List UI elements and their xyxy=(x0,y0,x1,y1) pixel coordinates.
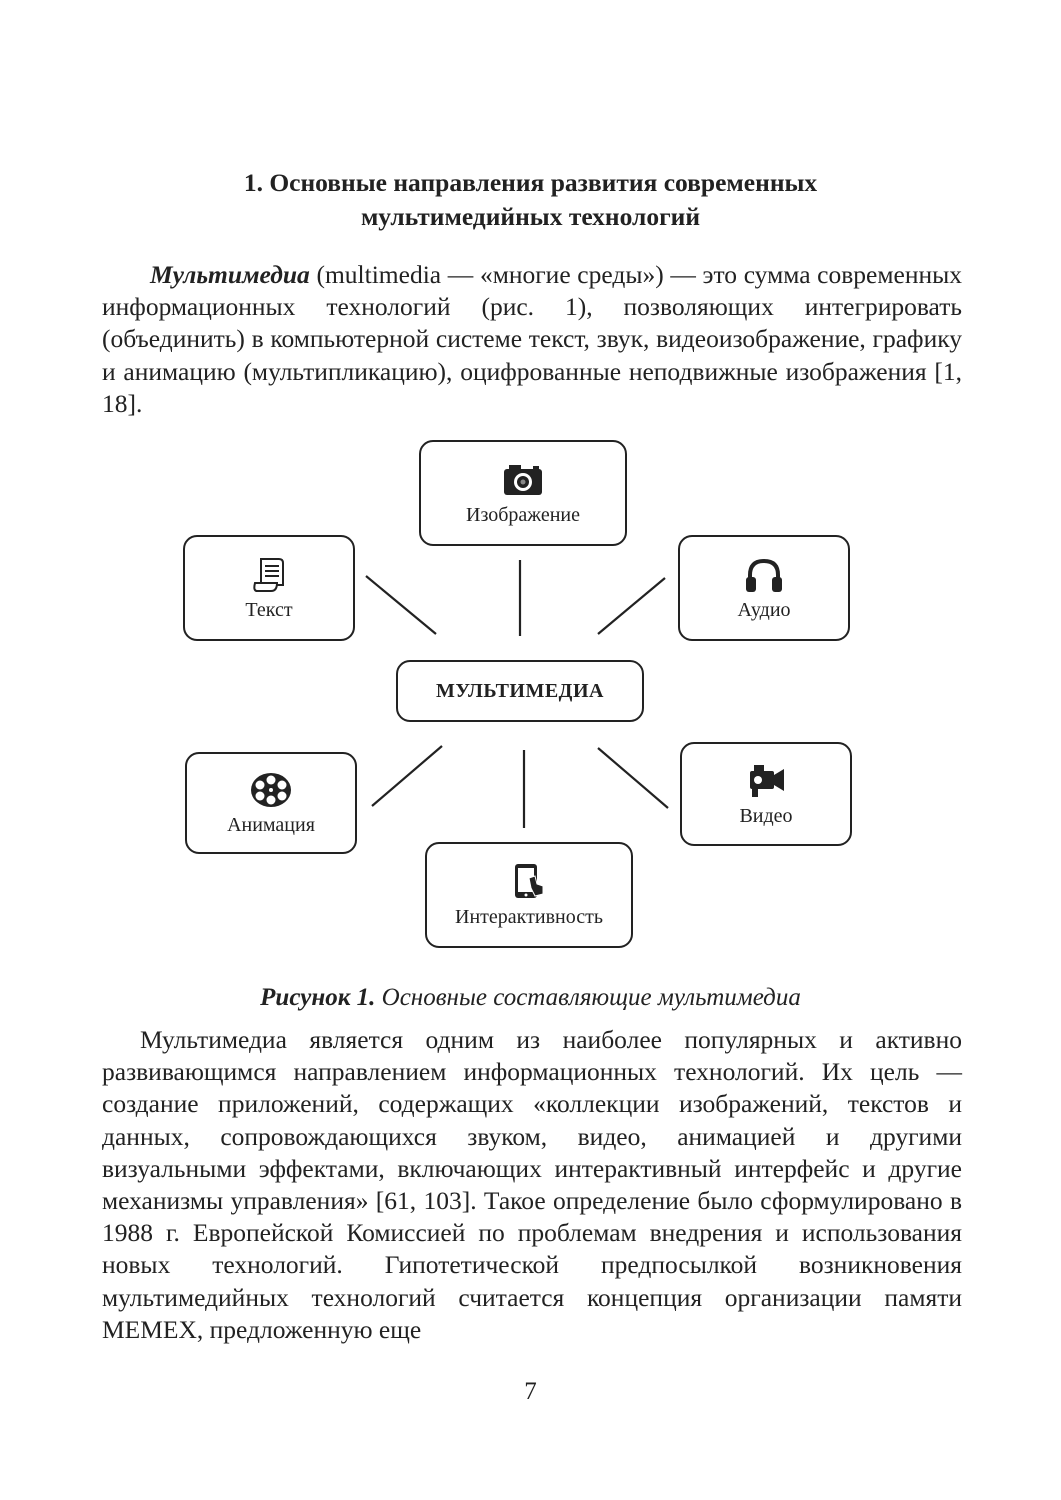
node-center-label: МУЛЬТИМЕДИА xyxy=(436,679,604,702)
node-video xyxy=(680,742,852,846)
page-number: 7 xyxy=(524,1378,537,1405)
intro-term: Мультимедиа xyxy=(150,260,310,289)
headphones-icon xyxy=(742,555,786,595)
node-text xyxy=(183,535,355,641)
section-title-line1: 1. Основные направления развития современных xyxy=(243,168,818,197)
film-reel-icon xyxy=(249,770,293,810)
connector-animation xyxy=(372,746,442,806)
node-animation-label: Анимация xyxy=(227,813,315,836)
figure-caption xyxy=(0,984,1061,1012)
intro-text: (multimedia — «многие среды») — это сумма современных информационных технологий (рис. 1), позволяющих интегрировать (объединить) в компьютерной системе текст, звук, видеоизображение, графику и анимацию (мультипликацию), оцифрованные неподвижные изображения [1, 18]. xyxy=(102,260,962,418)
node-image-label: Изображение xyxy=(466,503,580,526)
scroll-icon xyxy=(247,555,291,595)
node-video-label: Видео xyxy=(739,804,793,827)
figure-caption-label: Рисунок 1. xyxy=(260,984,376,1011)
section-title-line2: мультимедийных технологий xyxy=(360,202,701,231)
body-paragraph: Мультимедиа является одним из наиболее популярных и активно развивающимся направлением информационных технологий. Их цель — создание приложений, содержащих «коллекции изображений, текстов и данных, сопровождающихся звуком, видео, анимацией и другими визуальными эффектами, включающих интерактивный интерфейс и другие механизмы управления» [61, 103]. Такое определение было сформулировано в 1988 г. Европейской Комиссией по проблемам внедрения и использования новых технологий. Гипотетической предпосылкой возникновения мультимедийных технологий считается концепция организации памяти MEMEX, предложенную еще xyxy=(102,1025,962,1344)
node-audio-label: Аудио xyxy=(737,598,791,621)
node-image xyxy=(419,440,627,546)
video-camera-icon xyxy=(744,761,788,801)
node-audio xyxy=(678,535,850,641)
connector-audio xyxy=(598,578,665,634)
connector-text xyxy=(366,576,436,634)
intro-paragraph xyxy=(102,259,962,420)
section-title xyxy=(0,166,1061,234)
connector-video xyxy=(598,748,668,808)
node-center xyxy=(396,660,644,722)
node-animation xyxy=(185,752,357,854)
node-text-label: Текст xyxy=(245,598,293,621)
node-interactive-label: Интерактивность xyxy=(455,905,603,928)
figure-caption-text: Основные составляющие мультимедиа xyxy=(375,984,801,1011)
tablet-touch-icon xyxy=(507,862,551,902)
node-interactive xyxy=(425,842,633,948)
camera-icon xyxy=(501,460,545,500)
